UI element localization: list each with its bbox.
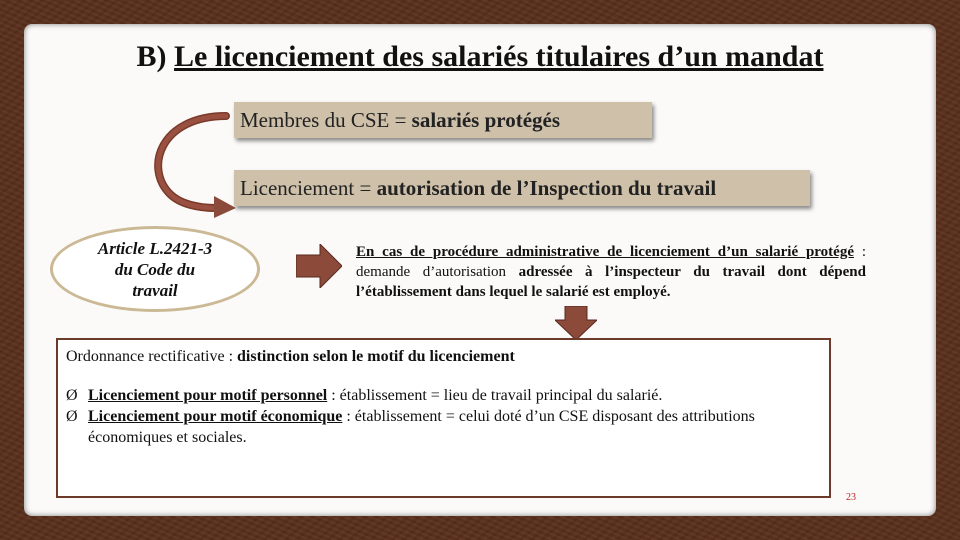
bullet-arrow-icon: Ø <box>66 408 78 425</box>
title-text: Le licenciement des salariés titulaires d’un mandat <box>174 40 824 73</box>
ordonnance-box <box>56 338 831 498</box>
bullet-personal-text: : établissement = lieu de travail principal du salarié. <box>327 387 663 404</box>
ordonnance-heading <box>66 346 829 367</box>
bullet-personal-title: Licenciement pour motif personnel <box>88 387 328 404</box>
procedure-description <box>356 242 866 302</box>
bullet-personal-reason <box>66 385 829 406</box>
procedure-inspector: adressée à l’inspecteur du travail dont dépend l’établissement dans lequel le salarié est employé. <box>356 264 866 300</box>
down-arrow-icon <box>555 306 597 340</box>
procedure-intro: En cas de procédure administrative de licenciement d’un salarié protégé <box>356 244 854 260</box>
page-number: 23 <box>846 492 856 503</box>
procedure-request: : demande d’autorisation <box>356 244 866 280</box>
bullet-economic-reason <box>66 406 829 448</box>
authorization-label: autorisation de l’Inspection du travail <box>376 175 717 200</box>
cse-members-box <box>234 102 652 138</box>
right-arrow-icon <box>296 244 342 288</box>
bullet-economic-title: Licenciement pour motif économique <box>88 408 343 425</box>
article-line-3: travail <box>132 280 178 300</box>
dismissal-label: Licenciement = <box>240 175 372 200</box>
article-reference-ellipse <box>50 226 260 312</box>
cse-members-label: Membres du CSE = <box>240 107 407 132</box>
bullet-arrow-icon: Ø <box>66 387 78 404</box>
ordonnance-distinction: distinction selon le motif du licenciement <box>237 348 515 365</box>
ordonnance-label: Ordonnance rectificative : <box>66 348 238 365</box>
page-title <box>0 40 960 74</box>
dismissal-authorization-box <box>234 170 810 206</box>
article-line-1: Article L.2421-3 <box>97 238 213 258</box>
article-line-2: du Code du <box>114 259 196 279</box>
bullet-economic-text: : établissement = celui doté d’un CSE disposant des attributions économiques et sociales. <box>88 408 755 446</box>
title-prefix: B) <box>136 40 175 73</box>
protected-employees-label: salariés protégés <box>411 107 561 132</box>
